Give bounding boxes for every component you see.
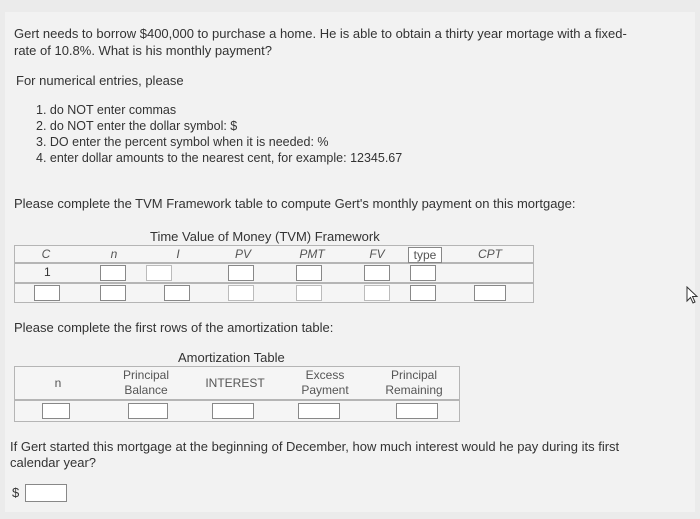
tvm-row1-c-value: 1 bbox=[44, 265, 51, 279]
tvm-header-fv: FV bbox=[369, 247, 385, 261]
tvm-row-1 bbox=[14, 263, 534, 283]
amort-table-title: Amortization Table bbox=[178, 350, 285, 365]
tvm-header-i: I bbox=[176, 247, 180, 261]
tvm-header-c: C bbox=[41, 247, 51, 261]
tvm-row2-cpt-input[interactable] bbox=[474, 285, 506, 301]
tvm-row1-pv-input[interactable] bbox=[228, 265, 254, 281]
tvm-header-cpt: CPT bbox=[478, 247, 502, 261]
amort-header-n: n bbox=[54, 376, 62, 390]
tvm-row2-fv-input[interactable] bbox=[364, 285, 390, 301]
tvm-row1-type-input[interactable] bbox=[410, 265, 436, 281]
instructions-heading: For numerical entries, please bbox=[16, 73, 184, 88]
tvm-row2-n-input[interactable] bbox=[100, 285, 126, 301]
tvm-row1-pmt-input[interactable] bbox=[296, 265, 322, 281]
instructions-list bbox=[36, 102, 402, 166]
amort-header-remaining-line: Remaining bbox=[385, 383, 443, 397]
interest-question-line2: calendar year? bbox=[10, 455, 96, 470]
tvm-row1-i-input[interactable] bbox=[146, 265, 172, 281]
tvm-prompt: Please complete the TVM Framework table to compute Gert's monthly payment on this mortgage: bbox=[14, 196, 576, 211]
amort-header-principal-line: Principal bbox=[122, 368, 170, 382]
amort-header-principal-remaining bbox=[374, 368, 454, 398]
amort-row1-n-input[interactable] bbox=[42, 403, 70, 419]
amort-header-excess-line: Excess bbox=[305, 368, 345, 382]
tvm-row1-n-input[interactable] bbox=[100, 265, 126, 281]
amort-header-payment-line: Payment bbox=[301, 383, 349, 397]
tvm-row2-c-input[interactable] bbox=[34, 285, 60, 301]
instruction-item: 3. DO enter the percent symbol when it is needed: % bbox=[36, 135, 329, 149]
tvm-header-n: n bbox=[110, 247, 118, 261]
tvm-row2-i-input[interactable] bbox=[164, 285, 190, 301]
instruction-item: 2. do NOT enter the dollar symbol: $ bbox=[36, 119, 238, 133]
currency-symbol: $ bbox=[12, 485, 20, 500]
amort-header-excess-payment bbox=[290, 368, 360, 398]
amort-header-principal2-line: Principal bbox=[390, 368, 438, 382]
instruction-item: 4. enter dollar amounts to the nearest cent, for example: 12345.67 bbox=[36, 151, 403, 165]
amort-header-balance-line: Balance bbox=[124, 383, 168, 397]
tvm-row2-pmt-input[interactable] bbox=[296, 285, 322, 301]
amort-row1-interest-input[interactable] bbox=[212, 403, 254, 419]
question-text-line2: rate of 10.8%. What is his monthly payment? bbox=[14, 43, 272, 58]
interest-answer-input[interactable] bbox=[25, 484, 67, 502]
tvm-row1-fv-input[interactable] bbox=[364, 265, 390, 281]
instruction-item: 1. do NOT enter commas bbox=[36, 103, 177, 117]
tvm-row-2 bbox=[14, 283, 534, 303]
amort-header-principal-balance bbox=[110, 368, 182, 398]
mouse-pointer-icon bbox=[686, 286, 700, 304]
tvm-header-type: type bbox=[408, 247, 442, 263]
tvm-row2-pv-input[interactable] bbox=[228, 285, 254, 301]
question-text-line1: Gert needs to borrow $400,000 to purchase a home. He is able to obtain a thirty year mortage with a fixed- bbox=[14, 26, 627, 41]
tvm-header-pmt: PMT bbox=[299, 247, 325, 261]
amort-row1-principal-balance-input[interactable] bbox=[128, 403, 168, 419]
tvm-header-row bbox=[14, 245, 534, 263]
tvm-row2-type-input[interactable] bbox=[410, 285, 436, 301]
amort-prompt: Please complete the first rows of the amortization table: bbox=[14, 320, 334, 335]
amort-header-interest: INTEREST bbox=[205, 376, 265, 390]
amort-row1-principal-remaining-input[interactable] bbox=[396, 403, 438, 419]
amort-row1-excess-payment-input[interactable] bbox=[298, 403, 340, 419]
interest-question-line1: If Gert started this mortgage at the beginning of December, how much interest would he pay during its first bbox=[10, 439, 620, 454]
tvm-table-title: Time Value of Money (TVM) Framework bbox=[150, 229, 380, 244]
tvm-header-pv: PV bbox=[234, 247, 251, 261]
